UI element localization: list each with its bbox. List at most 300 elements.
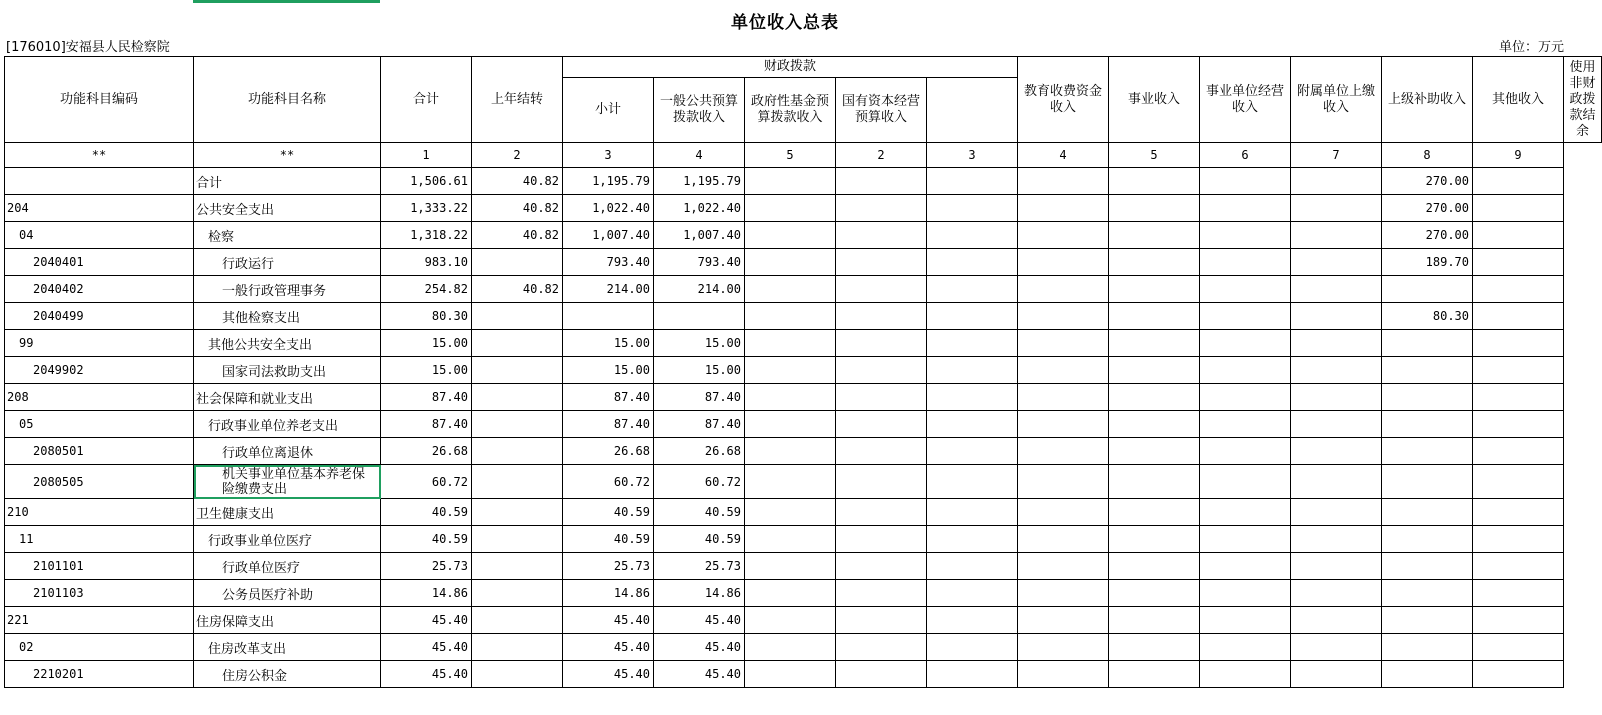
header-business[interactable]: 事业收入 (1109, 57, 1200, 143)
affiliated-cell[interactable] (1200, 465, 1291, 499)
name-cell[interactable]: 合计 (194, 168, 381, 195)
gov-fund-cell[interactable] (745, 357, 836, 384)
total-cell[interactable]: 1,506.61 (381, 168, 472, 195)
subtotal-cell[interactable]: 45.40 (563, 661, 654, 688)
carryover-cell[interactable]: 40.82 (472, 195, 563, 222)
superior-cell[interactable] (1291, 661, 1382, 688)
business-ops-cell[interactable] (1109, 384, 1200, 411)
state-capital-cell[interactable] (836, 222, 927, 249)
state-capital-cell[interactable] (836, 384, 927, 411)
state-capital-cell[interactable] (836, 195, 927, 222)
business-cell[interactable] (1018, 634, 1109, 661)
state-capital-cell[interactable] (836, 168, 927, 195)
affiliated-cell[interactable] (1200, 249, 1291, 276)
superior-cell[interactable] (1291, 303, 1382, 330)
gov-fund-cell[interactable] (745, 411, 836, 438)
name-cell[interactable]: 住房保障支出 (194, 607, 381, 634)
name-cell[interactable]: 行政事业单位养老支出 (194, 411, 381, 438)
gov-fund-cell[interactable] (745, 661, 836, 688)
edu-fee-cell[interactable] (927, 607, 1018, 634)
business-cell[interactable] (1018, 553, 1109, 580)
state-capital-cell[interactable] (836, 357, 927, 384)
total-cell[interactable]: 26.68 (381, 438, 472, 465)
subtotal-cell[interactable]: 214.00 (563, 276, 654, 303)
carryover-cell[interactable] (472, 465, 563, 499)
other-income-cell[interactable] (1382, 411, 1473, 438)
carryover-cell[interactable] (472, 499, 563, 526)
gov-fund-cell[interactable] (745, 303, 836, 330)
business-cell[interactable] (1018, 607, 1109, 634)
carryover-cell[interactable] (472, 303, 563, 330)
non-fiscal-cell[interactable] (1473, 411, 1564, 438)
general-budget-cell[interactable]: 45.40 (654, 634, 745, 661)
total-cell[interactable]: 80.30 (381, 303, 472, 330)
business-ops-cell[interactable] (1109, 411, 1200, 438)
subtotal-cell[interactable]: 60.72 (563, 465, 654, 499)
edu-fee-cell[interactable] (927, 438, 1018, 465)
general-budget-cell[interactable]: 26.68 (654, 438, 745, 465)
header-fiscal-group[interactable]: 财政拨款 (563, 57, 1018, 78)
subtotal-cell[interactable]: 15.00 (563, 330, 654, 357)
general-budget-cell[interactable]: 793.40 (654, 249, 745, 276)
name-cell[interactable]: 检察 (194, 222, 381, 249)
business-cell[interactable] (1018, 499, 1109, 526)
business-cell[interactable] (1018, 168, 1109, 195)
superior-cell[interactable] (1291, 249, 1382, 276)
superior-cell[interactable] (1291, 411, 1382, 438)
carryover-cell[interactable] (472, 330, 563, 357)
index-cell[interactable]: 5 (1109, 143, 1200, 168)
gov-fund-cell[interactable] (745, 553, 836, 580)
code-cell[interactable]: 2101101 (5, 553, 194, 580)
name-cell[interactable]: 行政单位离退休 (194, 438, 381, 465)
affiliated-cell[interactable] (1200, 526, 1291, 553)
edu-fee-cell[interactable] (927, 661, 1018, 688)
edu-fee-cell[interactable] (927, 249, 1018, 276)
business-ops-cell[interactable] (1109, 661, 1200, 688)
superior-cell[interactable] (1291, 330, 1382, 357)
index-cell[interactable]: 7 (1291, 143, 1382, 168)
total-cell[interactable]: 1,333.22 (381, 195, 472, 222)
header-non-fiscal[interactable]: 使用非财政拨款结余 (1564, 57, 1602, 143)
subtotal-cell[interactable]: 15.00 (563, 357, 654, 384)
business-ops-cell[interactable] (1109, 357, 1200, 384)
state-capital-cell[interactable] (836, 411, 927, 438)
general-budget-cell[interactable] (654, 303, 745, 330)
general-budget-cell[interactable]: 214.00 (654, 276, 745, 303)
index-cell[interactable]: 2 (836, 143, 927, 168)
non-fiscal-cell[interactable] (1473, 661, 1564, 688)
affiliated-cell[interactable] (1200, 553, 1291, 580)
header-general-budget[interactable]: 一般公共预算拨款收入 (654, 78, 745, 143)
other-income-cell[interactable] (1382, 607, 1473, 634)
business-cell[interactable] (1018, 222, 1109, 249)
name-cell[interactable]: 其他检察支出 (194, 303, 381, 330)
total-cell[interactable]: 15.00 (381, 330, 472, 357)
state-capital-cell[interactable] (836, 303, 927, 330)
general-budget-cell[interactable]: 1,007.40 (654, 222, 745, 249)
header-subtotal[interactable]: 小计 (563, 78, 654, 143)
general-budget-cell[interactable]: 14.86 (654, 580, 745, 607)
code-cell[interactable]: 2101103 (5, 580, 194, 607)
superior-cell[interactable] (1291, 438, 1382, 465)
index-cell[interactable]: 8 (1382, 143, 1473, 168)
other-income-cell[interactable]: 270.00 (1382, 195, 1473, 222)
table-row[interactable] (5, 411, 1602, 438)
general-budget-cell[interactable]: 25.73 (654, 553, 745, 580)
state-capital-cell[interactable] (836, 438, 927, 465)
carryover-cell[interactable] (472, 634, 563, 661)
header-carryover[interactable]: 上年结转 (472, 57, 563, 143)
business-cell[interactable] (1018, 276, 1109, 303)
business-ops-cell[interactable] (1109, 499, 1200, 526)
other-income-cell[interactable] (1382, 580, 1473, 607)
general-budget-cell[interactable]: 87.40 (654, 384, 745, 411)
business-ops-cell[interactable] (1109, 465, 1200, 499)
carryover-cell[interactable]: 40.82 (472, 168, 563, 195)
subtotal-cell[interactable] (563, 303, 654, 330)
carryover-cell[interactable] (472, 438, 563, 465)
business-cell[interactable] (1018, 411, 1109, 438)
business-ops-cell[interactable] (1109, 303, 1200, 330)
business-cell[interactable] (1018, 465, 1109, 499)
non-fiscal-cell[interactable] (1473, 499, 1564, 526)
subtotal-cell[interactable]: 1,007.40 (563, 222, 654, 249)
carryover-cell[interactable] (472, 411, 563, 438)
general-budget-cell[interactable]: 40.59 (654, 499, 745, 526)
edu-fee-cell[interactable] (927, 357, 1018, 384)
name-cell[interactable]: 其他公共安全支出 (194, 330, 381, 357)
total-cell[interactable]: 40.59 (381, 526, 472, 553)
edu-fee-cell[interactable] (927, 580, 1018, 607)
table-row[interactable] (5, 438, 1602, 465)
state-capital-cell[interactable] (836, 580, 927, 607)
non-fiscal-cell[interactable] (1473, 634, 1564, 661)
affiliated-cell[interactable] (1200, 607, 1291, 634)
business-cell[interactable] (1018, 526, 1109, 553)
name-cell[interactable]: 卫生健康支出 (194, 499, 381, 526)
business-ops-cell[interactable] (1109, 526, 1200, 553)
affiliated-cell[interactable] (1200, 384, 1291, 411)
superior-cell[interactable] (1291, 553, 1382, 580)
name-cell[interactable]: 社会保障和就业支出 (194, 384, 381, 411)
subtotal-cell[interactable]: 1,022.40 (563, 195, 654, 222)
total-cell[interactable]: 25.73 (381, 553, 472, 580)
carryover-cell[interactable] (472, 357, 563, 384)
table-row[interactable] (5, 634, 1602, 661)
non-fiscal-cell[interactable] (1473, 526, 1564, 553)
table-row[interactable] (5, 303, 1602, 330)
total-cell[interactable]: 87.40 (381, 411, 472, 438)
code-cell[interactable]: 04 (5, 222, 194, 249)
state-capital-cell[interactable] (836, 499, 927, 526)
general-budget-cell[interactable]: 87.40 (654, 411, 745, 438)
gov-fund-cell[interactable] (745, 222, 836, 249)
state-capital-cell[interactable] (836, 249, 927, 276)
other-income-cell[interactable] (1382, 526, 1473, 553)
code-cell[interactable]: 05 (5, 411, 194, 438)
table-row[interactable] (5, 580, 1602, 607)
other-income-cell[interactable] (1382, 661, 1473, 688)
total-cell[interactable]: 45.40 (381, 607, 472, 634)
gov-fund-cell[interactable] (745, 634, 836, 661)
name-cell[interactable]: 行政运行 (194, 249, 381, 276)
name-cell[interactable]: 机关事业单位基本养老保险缴费支出 (194, 465, 381, 499)
business-ops-cell[interactable] (1109, 607, 1200, 634)
state-capital-cell[interactable] (836, 661, 927, 688)
non-fiscal-cell[interactable] (1473, 222, 1564, 249)
other-income-cell[interactable] (1382, 465, 1473, 499)
code-cell[interactable]: 2080501 (5, 438, 194, 465)
table-row[interactable] (5, 499, 1602, 526)
code-cell[interactable]: 221 (5, 607, 194, 634)
subtotal-cell[interactable]: 14.86 (563, 580, 654, 607)
index-cell[interactable]: 5 (745, 143, 836, 168)
table-row[interactable] (5, 276, 1602, 303)
subtotal-cell[interactable]: 40.59 (563, 499, 654, 526)
business-cell[interactable] (1018, 249, 1109, 276)
edu-fee-cell[interactable] (927, 499, 1018, 526)
affiliated-cell[interactable] (1200, 357, 1291, 384)
affiliated-cell[interactable] (1200, 499, 1291, 526)
carryover-cell[interactable] (472, 580, 563, 607)
carryover-cell[interactable]: 40.82 (472, 222, 563, 249)
affiliated-cell[interactable] (1200, 580, 1291, 607)
general-budget-cell[interactable]: 15.00 (654, 357, 745, 384)
other-income-cell[interactable] (1382, 276, 1473, 303)
subtotal-cell[interactable]: 87.40 (563, 411, 654, 438)
other-income-cell[interactable]: 80.30 (1382, 303, 1473, 330)
business-ops-cell[interactable] (1109, 634, 1200, 661)
header-business-ops[interactable]: 事业单位经营收入 (1200, 57, 1291, 143)
index-cell[interactable]: 4 (1018, 143, 1109, 168)
business-ops-cell[interactable] (1109, 276, 1200, 303)
non-fiscal-cell[interactable] (1473, 168, 1564, 195)
code-cell[interactable]: 02 (5, 634, 194, 661)
non-fiscal-cell[interactable] (1473, 249, 1564, 276)
table-row[interactable] (5, 553, 1602, 580)
business-cell[interactable] (1018, 303, 1109, 330)
other-income-cell[interactable] (1382, 499, 1473, 526)
gov-fund-cell[interactable] (745, 465, 836, 499)
carryover-cell[interactable] (472, 607, 563, 634)
gov-fund-cell[interactable] (745, 580, 836, 607)
header-name[interactable]: 功能科目名称 (194, 57, 381, 143)
carryover-cell[interactable] (472, 553, 563, 580)
table-row[interactable] (5, 249, 1602, 276)
carryover-cell[interactable] (472, 249, 563, 276)
superior-cell[interactable] (1291, 195, 1382, 222)
non-fiscal-cell[interactable] (1473, 276, 1564, 303)
affiliated-cell[interactable] (1200, 411, 1291, 438)
edu-fee-cell[interactable] (927, 384, 1018, 411)
name-cell[interactable]: 一般行政管理事务 (194, 276, 381, 303)
business-cell[interactable] (1018, 357, 1109, 384)
name-cell[interactable]: 公务员医疗补助 (194, 580, 381, 607)
affiliated-cell[interactable] (1200, 330, 1291, 357)
code-cell[interactable]: 2040402 (5, 276, 194, 303)
header-state-capital[interactable]: 国有资本经营预算收入 (836, 78, 927, 143)
index-cell[interactable]: 3 (563, 143, 654, 168)
affiliated-cell[interactable] (1200, 661, 1291, 688)
code-cell[interactable]: 210 (5, 499, 194, 526)
non-fiscal-cell[interactable] (1473, 384, 1564, 411)
subtotal-cell[interactable]: 45.40 (563, 634, 654, 661)
name-cell[interactable]: 行政事业单位医疗 (194, 526, 381, 553)
code-cell[interactable]: 204 (5, 195, 194, 222)
business-ops-cell[interactable] (1109, 330, 1200, 357)
affiliated-cell[interactable] (1200, 438, 1291, 465)
affiliated-cell[interactable] (1200, 168, 1291, 195)
edu-fee-cell[interactable] (927, 195, 1018, 222)
header-code[interactable]: 功能科目编码 (5, 57, 194, 143)
non-fiscal-cell[interactable] (1473, 607, 1564, 634)
non-fiscal-cell[interactable] (1473, 195, 1564, 222)
table-row[interactable] (5, 330, 1602, 357)
general-budget-cell[interactable]: 40.59 (654, 526, 745, 553)
header-total[interactable]: 合计 (381, 57, 472, 143)
total-cell[interactable]: 45.40 (381, 661, 472, 688)
business-ops-cell[interactable] (1109, 438, 1200, 465)
non-fiscal-cell[interactable] (1473, 465, 1564, 499)
edu-fee-cell[interactable] (927, 222, 1018, 249)
superior-cell[interactable] (1291, 222, 1382, 249)
other-income-cell[interactable] (1382, 553, 1473, 580)
state-capital-cell[interactable] (836, 607, 927, 634)
business-cell[interactable] (1018, 195, 1109, 222)
code-cell[interactable]: 11 (5, 526, 194, 553)
edu-fee-cell[interactable] (927, 526, 1018, 553)
business-ops-cell[interactable] (1109, 580, 1200, 607)
total-cell[interactable]: 14.86 (381, 580, 472, 607)
business-ops-cell[interactable] (1109, 553, 1200, 580)
general-budget-cell[interactable]: 60.72 (654, 465, 745, 499)
total-cell[interactable]: 15.00 (381, 357, 472, 384)
business-cell[interactable] (1018, 438, 1109, 465)
general-budget-cell[interactable]: 45.40 (654, 607, 745, 634)
superior-cell[interactable] (1291, 384, 1382, 411)
non-fiscal-cell[interactable] (1473, 303, 1564, 330)
total-cell[interactable]: 60.72 (381, 465, 472, 499)
subtotal-cell[interactable]: 25.73 (563, 553, 654, 580)
edu-fee-cell[interactable] (927, 330, 1018, 357)
header-superior[interactable]: 上级补助收入 (1382, 57, 1473, 143)
edu-fee-cell[interactable] (927, 634, 1018, 661)
superior-cell[interactable] (1291, 607, 1382, 634)
code-cell[interactable]: 99 (5, 330, 194, 357)
edu-fee-cell[interactable] (927, 303, 1018, 330)
table-row[interactable] (5, 357, 1602, 384)
index-cell[interactable]: ** (5, 143, 194, 168)
affiliated-cell[interactable] (1200, 222, 1291, 249)
total-cell[interactable]: 254.82 (381, 276, 472, 303)
code-cell[interactable]: 2040499 (5, 303, 194, 330)
state-capital-cell[interactable] (836, 553, 927, 580)
gov-fund-cell[interactable] (745, 607, 836, 634)
table-row[interactable] (5, 607, 1602, 634)
table-row[interactable] (5, 222, 1602, 249)
general-budget-cell[interactable]: 45.40 (654, 661, 745, 688)
name-cell[interactable]: 公共安全支出 (194, 195, 381, 222)
other-income-cell[interactable] (1382, 330, 1473, 357)
index-cell[interactable]: 2 (472, 143, 563, 168)
subtotal-cell[interactable]: 45.40 (563, 607, 654, 634)
total-cell[interactable]: 40.59 (381, 499, 472, 526)
total-cell[interactable]: 983.10 (381, 249, 472, 276)
carryover-cell[interactable] (472, 526, 563, 553)
affiliated-cell[interactable] (1200, 195, 1291, 222)
code-cell[interactable]: 2210201 (5, 661, 194, 688)
edu-fee-cell[interactable] (927, 411, 1018, 438)
gov-fund-cell[interactable] (745, 499, 836, 526)
code-cell[interactable]: 2049902 (5, 357, 194, 384)
code-cell[interactable]: 2080505 (5, 465, 194, 499)
header-affiliated[interactable]: 附属单位上缴收入 (1291, 57, 1382, 143)
other-income-cell[interactable]: 270.00 (1382, 168, 1473, 195)
carryover-cell[interactable] (472, 384, 563, 411)
header-other[interactable]: 其他收入 (1473, 57, 1564, 143)
business-ops-cell[interactable] (1109, 168, 1200, 195)
other-income-cell[interactable] (1382, 438, 1473, 465)
header-edu-fee[interactable]: 教育收费资金收入 (1018, 57, 1109, 143)
gov-fund-cell[interactable] (745, 276, 836, 303)
general-budget-cell[interactable]: 1,022.40 (654, 195, 745, 222)
table-row[interactable] (5, 195, 1602, 222)
subtotal-cell[interactable]: 40.59 (563, 526, 654, 553)
table-row[interactable] (5, 168, 1602, 195)
gov-fund-cell[interactable] (745, 384, 836, 411)
other-income-cell[interactable]: 189.70 (1382, 249, 1473, 276)
gov-fund-cell[interactable] (745, 195, 836, 222)
state-capital-cell[interactable] (836, 634, 927, 661)
edu-fee-cell[interactable] (927, 276, 1018, 303)
index-cell[interactable]: 6 (1200, 143, 1291, 168)
subtotal-cell[interactable]: 1,195.79 (563, 168, 654, 195)
name-cell[interactable]: 住房改革支出 (194, 634, 381, 661)
name-cell[interactable]: 国家司法救助支出 (194, 357, 381, 384)
superior-cell[interactable] (1291, 580, 1382, 607)
gov-fund-cell[interactable] (745, 526, 836, 553)
non-fiscal-cell[interactable] (1473, 553, 1564, 580)
edu-fee-cell[interactable] (927, 168, 1018, 195)
other-income-cell[interactable]: 270.00 (1382, 222, 1473, 249)
state-capital-cell[interactable] (836, 465, 927, 499)
non-fiscal-cell[interactable] (1473, 330, 1564, 357)
state-capital-cell[interactable] (836, 526, 927, 553)
other-income-cell[interactable] (1382, 357, 1473, 384)
edu-fee-cell[interactable] (927, 553, 1018, 580)
business-cell[interactable] (1018, 580, 1109, 607)
affiliated-cell[interactable] (1200, 634, 1291, 661)
code-cell[interactable] (5, 168, 194, 195)
business-ops-cell[interactable] (1109, 195, 1200, 222)
superior-cell[interactable] (1291, 526, 1382, 553)
state-capital-cell[interactable] (836, 330, 927, 357)
superior-cell[interactable] (1291, 168, 1382, 195)
business-cell[interactable] (1018, 661, 1109, 688)
affiliated-cell[interactable] (1200, 276, 1291, 303)
carryover-cell[interactable]: 40.82 (472, 276, 563, 303)
non-fiscal-cell[interactable] (1473, 438, 1564, 465)
gov-fund-cell[interactable] (745, 438, 836, 465)
non-fiscal-cell[interactable] (1473, 357, 1564, 384)
business-cell[interactable] (1018, 384, 1109, 411)
affiliated-cell[interactable] (1200, 303, 1291, 330)
total-cell[interactable]: 45.40 (381, 634, 472, 661)
table-row[interactable] (5, 661, 1602, 688)
table-row[interactable] (5, 465, 1602, 499)
business-ops-cell[interactable] (1109, 222, 1200, 249)
